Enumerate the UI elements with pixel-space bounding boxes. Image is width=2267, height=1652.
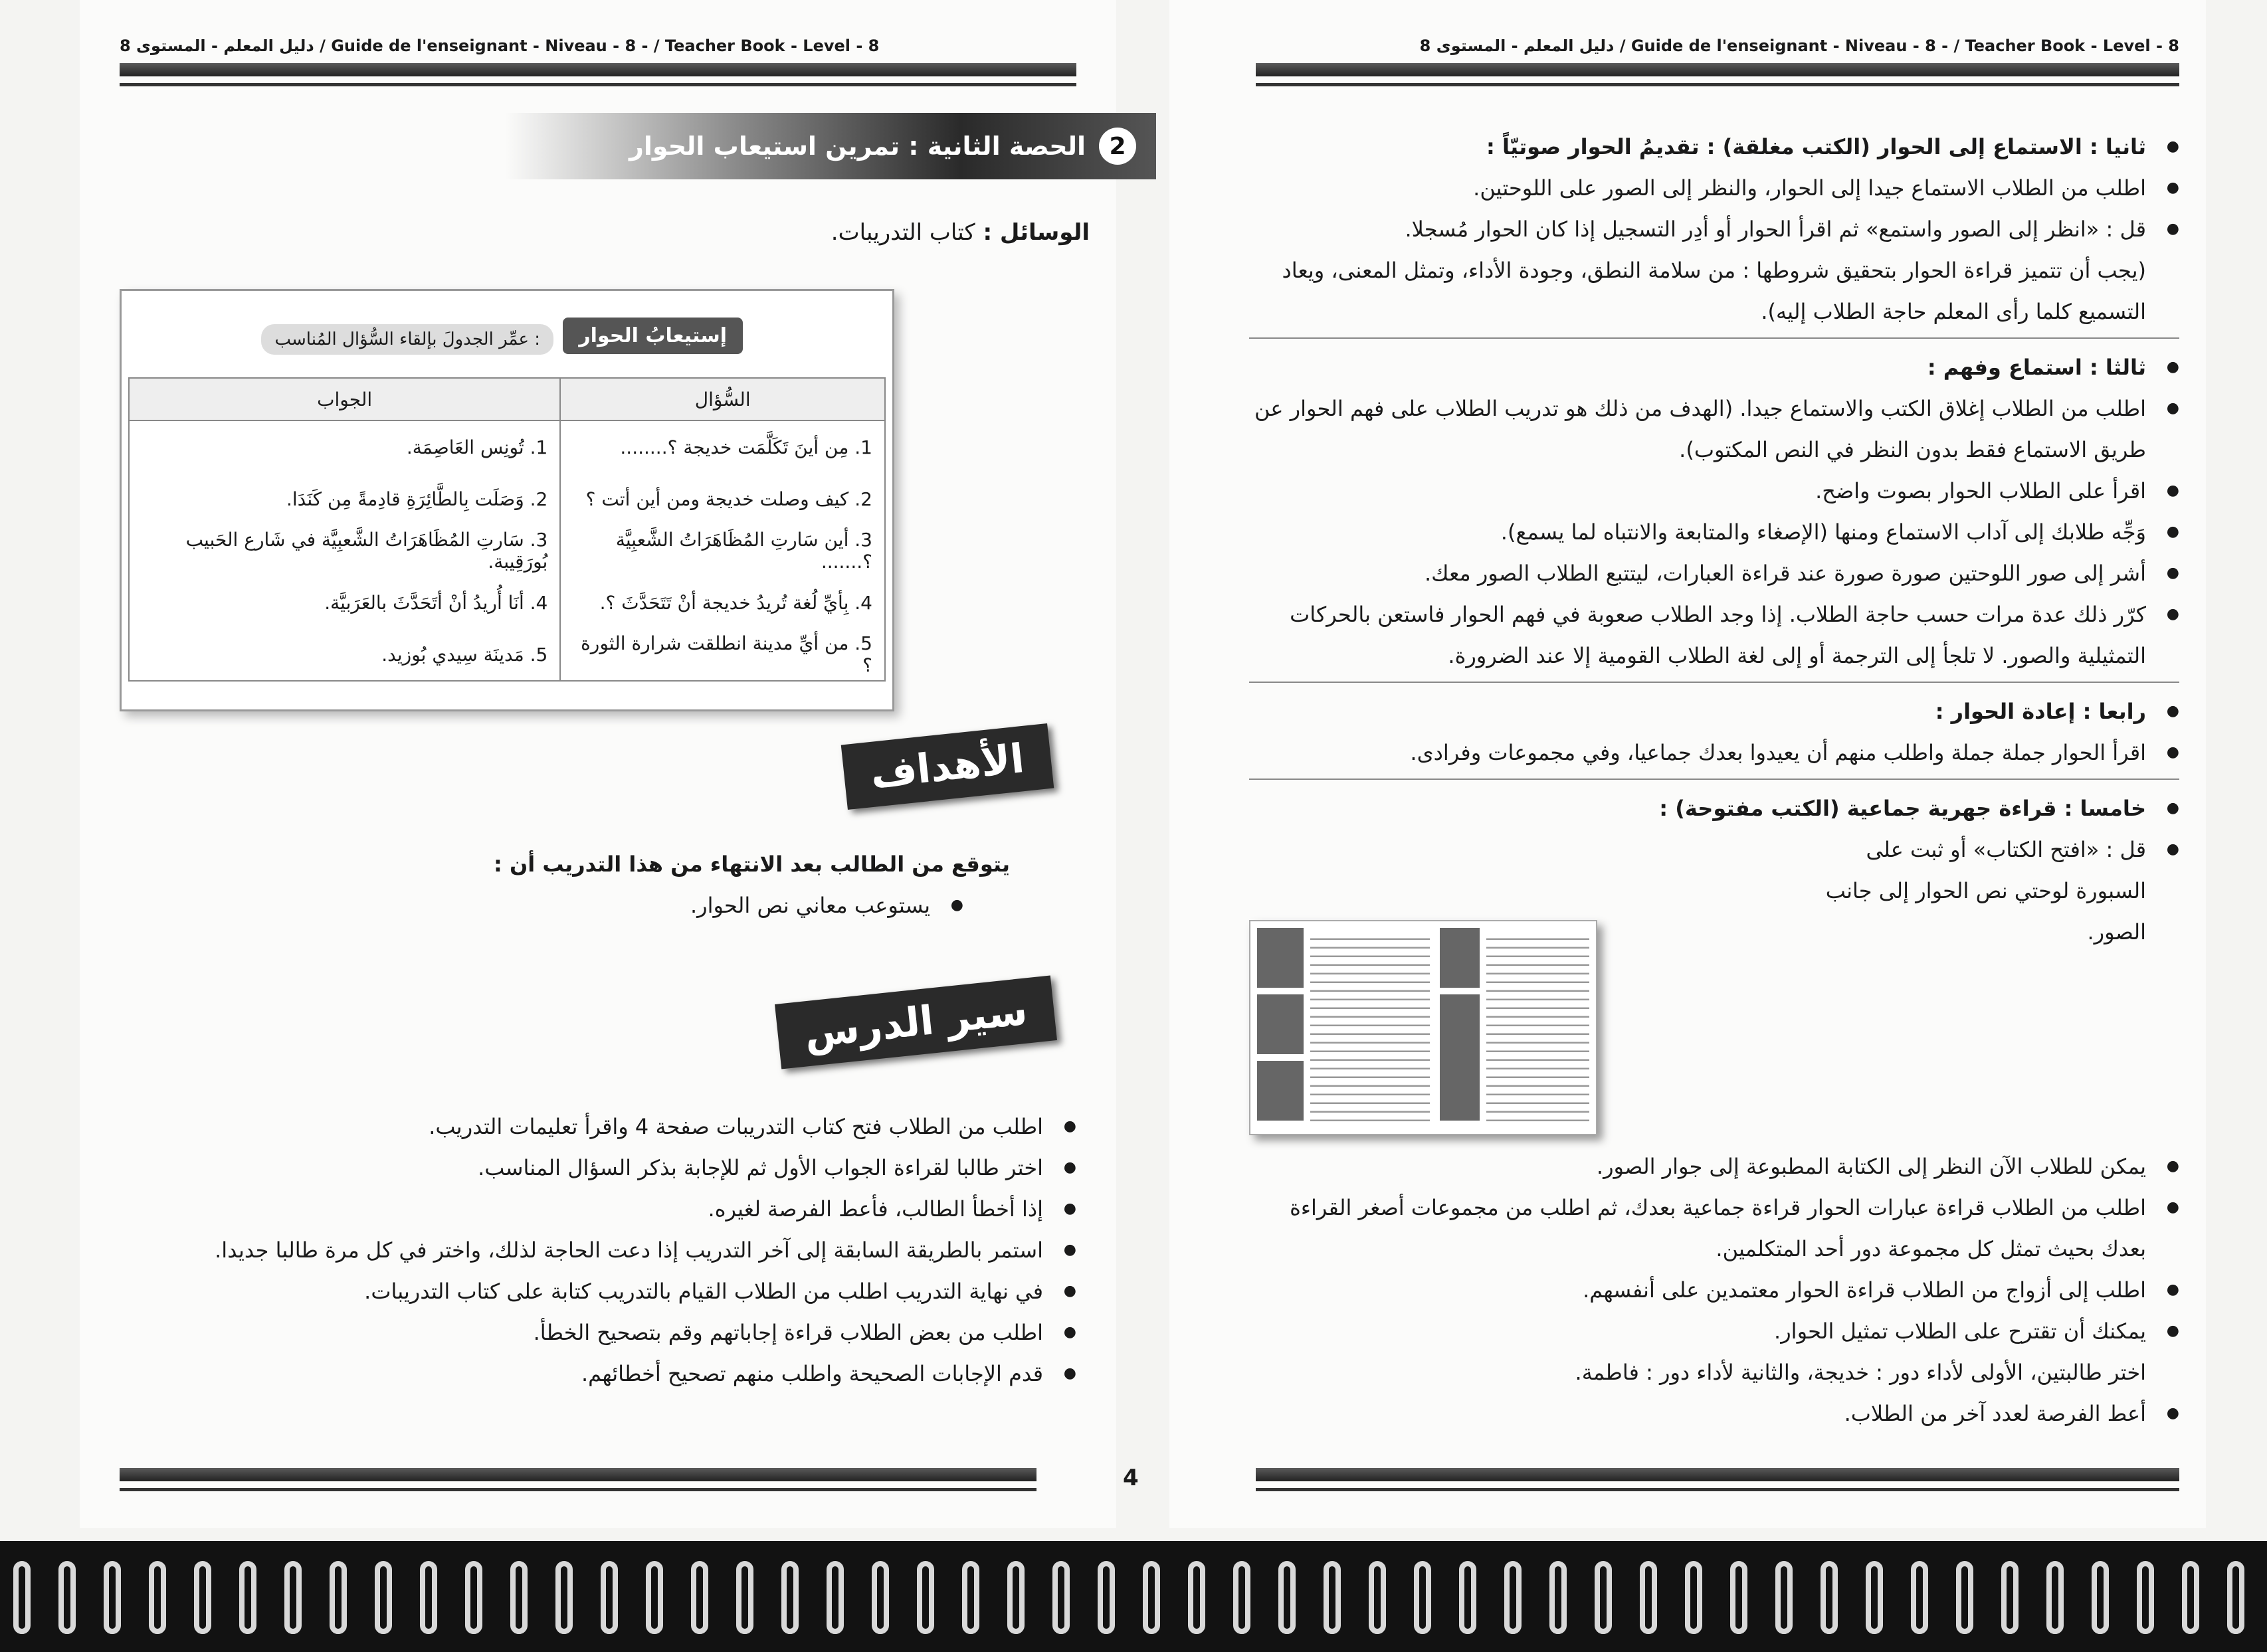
section-heading: ● خامسا : قراءة جهرية جماعية (الكتب مفتوحة) : (1249, 788, 2179, 829)
binding-ring (1007, 1561, 1025, 1634)
goals-tag: الأهداف (841, 723, 1054, 810)
binding-ring (149, 1561, 166, 1634)
goals-intro: يتوقع من الطالب بعد الانتهاء من هذا التدريب أن : (494, 852, 1010, 877)
banner-title: الحصة الثانية : تمرين استيعاب الحوار (629, 132, 1086, 161)
header-rule (1256, 63, 2179, 76)
binding-ring (962, 1561, 979, 1634)
table-row (129, 420, 885, 473)
list-item: ● قل : «انظر إلى الصور واستمع» ثم اقرأ الحوار أو أدِر التسجيل إذا كان الحوار مُسجلا. (1249, 209, 2179, 250)
process-item: ● قدم الإجابات الصحيحة واطلب منهم تصحيح أخطائهم. (213, 1353, 1076, 1394)
thumb-photo (1257, 994, 1304, 1054)
section-two (1249, 126, 2179, 953)
binding-ring (736, 1561, 753, 1634)
thumb-photo (1257, 1061, 1304, 1121)
question-cell: 1. مِن أينَ تَكَلَّمَت خديجة ؟........ (560, 420, 885, 473)
process-item: ● في نهاية التدريب اطلب من الطلاب القيام بالتدريب كتابة على كتاب التدريبات. (213, 1271, 1076, 1312)
list-item: ● يمكنك أن تقترح على الطلاب تمثيل الحوار. (1249, 1311, 2179, 1352)
binding-ring (1504, 1561, 1522, 1634)
binding-ring (1278, 1561, 1296, 1634)
means-value: كتاب التدريبات. (831, 219, 975, 246)
list-item: ● اقرأ الحوار جملة جملة واطلب منهم أن يعيدوا بعدك جماعيا، وفي مجموعات وفرادى. (1249, 732, 2179, 773)
binding-ring (1866, 1561, 1883, 1634)
binding-ring (58, 1561, 76, 1634)
thumb-photo (1440, 994, 1480, 1121)
answer-cell: 2. وَصَلَت بِالطَّائِرَةِ قادِمةً مِن كَنَدَا. (129, 473, 560, 525)
binding-ring (1911, 1561, 1928, 1634)
exercise-instruction: عمِّر الجدولَ بإلقاء السُّؤال المُناسب : (261, 324, 553, 355)
col-question: السُّؤال (560, 378, 885, 420)
list-item: ● اطلب من الطلاب قراءة عبارات الحوار قراءة جماعية بعدك، ثم اطلب من مجموعات أصغر القراءة بعدك بحيث تمثل كل مجموعة دور أحد المتكلمين. (1249, 1187, 2179, 1269)
answer-cell: 5. مَدينَة سِيدي بُوزيد. (129, 628, 560, 681)
thumb-photo (1257, 928, 1304, 988)
list-item: ● وَجِّه طلابك إلى آداب الاستماع ومنها (الإصغاء والمتابعة والانتباه لما يسمع). (1249, 511, 2179, 553)
binding-ring (104, 1561, 121, 1634)
question-cell: 2. كيف وصلت خديجة ومن أين أتت ؟ (560, 473, 885, 525)
binding-ring (2001, 1561, 2019, 1634)
note-paragraph: (يجب أن تتميز قراءة الحوار بتحقيق شروطها : من سلامة النطق، وجودة الأداء، وتمثل المعنى، ويعاد التسميع كلما رأى المعلم حاجة الطلاب إليه). (1282, 258, 2146, 324)
section-five-continued (1249, 1146, 2179, 1434)
footer-rule-thin (1256, 1488, 2179, 1491)
list-item: ● كرّر ذلك عدة مرات حسب حاجة الطلاب. إذا وجد الطلاب صعوبة في فهم الحوار فاستعن بالحركات التمثيلية والصور. لا تلجأ إلى الترجمة أو إلى لغة الطلاب القومية إلا عند الضرورة. (1249, 594, 2179, 676)
list-item: ● يمكن للطلاب الآن النظر إلى الكتابة المطبوعة إلى جوار الصور. (1249, 1146, 2179, 1187)
answer-cell: 1. تُونِس العَاصِمَة. (129, 420, 560, 473)
binding-ring (1775, 1561, 1793, 1634)
binding-ring (1640, 1561, 1657, 1634)
binding-ring (1730, 1561, 1747, 1634)
thumb-text (1310, 931, 1430, 1124)
binding-ring (1821, 1561, 1838, 1634)
binding-ring (1595, 1561, 1612, 1634)
binding-ring (872, 1561, 889, 1634)
table-row (129, 473, 885, 525)
page-number: 4 (1123, 1465, 1139, 1491)
plain-line: اختر طالبتين، الأولى لأداء دور : خديجة، والثانية لأداء دور : فاطمة. (1575, 1360, 2146, 1385)
thumb-photo (1440, 928, 1480, 988)
table-row (129, 628, 885, 681)
section-heading: ● ثانيا : الاستماع إلى الحوار (الكتب مغلقة) : تقديمُ الحوار صوتيّاً : (1249, 126, 2179, 167)
footer-rule-thin (120, 1488, 1036, 1491)
thumb-text (1486, 931, 1589, 1124)
binding-ring (555, 1561, 573, 1634)
binding-ring (1143, 1561, 1160, 1634)
binding-ring (691, 1561, 708, 1634)
binding-ring (2182, 1561, 2199, 1634)
section-divider (1249, 682, 2179, 683)
section-heading: ● ثالثا : استماع وفهم : (1249, 347, 2179, 388)
binding-ring (601, 1561, 618, 1634)
section-banner (505, 113, 1156, 179)
binding-ring (375, 1561, 392, 1634)
binding-ring (13, 1561, 31, 1634)
binding-ring (2137, 1561, 2154, 1634)
footer-rule (1256, 1468, 2179, 1481)
list-item: ● اقرأ على الطلاب الحوار بصوت واضح. (1249, 470, 2179, 511)
binding-ring (330, 1561, 347, 1634)
binding-ring (1052, 1561, 1070, 1634)
question-cell: 4. بِأيِّ لُغة تُريدُ خديجة أنْ تَتَحَدَّثَ ؟. (560, 577, 885, 628)
table-row (129, 525, 885, 577)
binding-ring (2046, 1561, 2064, 1634)
list-item: ● أعط الفرصة لعدد آخر من الطلاب. (1249, 1393, 2179, 1434)
binding-ring (420, 1561, 437, 1634)
exercise-title: إستيعابُ الحوار (563, 318, 743, 354)
binding-ring (2227, 1561, 2244, 1634)
binding-ring (194, 1561, 211, 1634)
binding-ring (1233, 1561, 1250, 1634)
binding-ring (1369, 1561, 1386, 1634)
header-rule-thin (120, 83, 1076, 86)
page-header-right: دليل المعلم - المستوى 8 / Guide de l'enseignant - Niveau - 8 - / Teacher Book - Level - 8 (1419, 37, 2179, 55)
page-header-left: دليل المعلم - المستوى 8 / Guide de l'enseignant - Niveau - 8 - / Teacher Book - Level - 8 (120, 37, 880, 55)
left-page (80, 0, 1126, 1528)
process-item: ● اختر طالبا لقراءة الجواب الأول ثم للإجابة بذكر السؤال المناسب. (213, 1147, 1076, 1188)
spiral-binding (0, 1541, 2267, 1652)
binding-ring (1324, 1561, 1341, 1634)
col-answer: الجواب (129, 378, 560, 420)
binding-ring (510, 1561, 528, 1634)
binding-ring (1685, 1561, 1702, 1634)
question-cell: 5. من أيِّ مدينة انطلقت شرارة الثورة ؟ (560, 628, 885, 681)
binding-ring (827, 1561, 844, 1634)
table-row (129, 577, 885, 628)
binding-ring (781, 1561, 799, 1634)
exercise-box (120, 289, 894, 711)
answer-cell: 4. أنَا أُريدُ أنْ أتَحَدَّثَ بالعَرَبيَّة. (129, 577, 560, 628)
binding-ring (1956, 1561, 1973, 1634)
process-item: ● استمر بالطريقة السابقة إلى آخر التدريب إذا دعت الحاجة لذلك، واختر في كل مرة طالبا جديدا. (213, 1230, 1076, 1271)
list-item: ● قل : «افتح الكتاب» أو ثبت على السبورة لوحتي نص الحوار إلى جانب الصور. (1794, 829, 2179, 953)
means-label: الوسائل : (983, 219, 1090, 246)
exercise-table (128, 377, 886, 682)
binding-ring (1549, 1561, 1567, 1634)
binding-ring (646, 1561, 663, 1634)
process-section (213, 1106, 1076, 1394)
section-divider (1249, 779, 2179, 780)
process-item: ● اطلب من الطلاب فتح كتاب التدريبات صفحة 4 واقرأ تعليمات التدريب. (213, 1106, 1076, 1147)
means-line (831, 219, 1090, 246)
right-page (1169, 0, 2206, 1528)
section-divider (1249, 337, 2179, 339)
header-rule-thin (1256, 83, 2179, 86)
list-item: ● اطلب إلى أزواج من الطلاب قراءة الحوار معتمدين على أنفسهم. (1249, 1269, 2179, 1311)
section-heading: ● رابعا : إعادة الحوار : (1249, 691, 2179, 732)
question-cell: 3. أين سَارتِ المُظَاهَرَاتُ الشَّعبِيَّة ؟....... (560, 525, 885, 577)
list-item: ● اطلب من الطلاب إغلاق الكتب والاستماع جيدا. (الهدف من ذلك هو تدريب الطلاب على فهم الحوار عن طريق الاستماع فقط بدون النظر في النص المكتوب). (1249, 388, 2179, 470)
list-item: ● اطلب من الطلاب الاستماع جيدا إلى الحوار، والنظر إلى الصور على اللوحتين. (1249, 167, 2179, 209)
binding-ring (239, 1561, 256, 1634)
list-item: ● أشر إلى صور اللوحتين صورة صورة عند قراءة العبارات، ليتتبع الطلاب الصور معك. (1249, 553, 2179, 594)
header-rule (120, 63, 1076, 76)
process-item: ● اطلب من بعض الطلاب قراءة إجاباتهم وقم بتصحيح الخطأ. (213, 1312, 1076, 1353)
process-item: ● إذا أخطأ الطالب، فأعط الفرصة لغيره. (213, 1188, 1076, 1230)
answer-cell: 3. سَارتِ المُظَاهَرَاتُ الشَّعبِيَّة في شَارع الحَبيب بُورَقِيبة. (129, 525, 560, 577)
banner-number: 2 (1099, 128, 1136, 165)
process-tag: سير الدرس (775, 975, 1057, 1069)
goals-section (213, 844, 1010, 926)
binding-ring (2092, 1561, 2109, 1634)
binding-ring (1098, 1561, 1115, 1634)
binding-ring (284, 1561, 302, 1634)
dialogue-thumbnail-image (1249, 920, 1597, 1135)
goals-item: ● يستوعب معاني نص الحوار. (213, 885, 963, 926)
binding-ring (465, 1561, 482, 1634)
binding-ring (917, 1561, 934, 1634)
footer-rule (120, 1468, 1036, 1481)
binding-ring (1459, 1561, 1476, 1634)
binding-ring (1414, 1561, 1431, 1634)
binding-ring (1188, 1561, 1205, 1634)
